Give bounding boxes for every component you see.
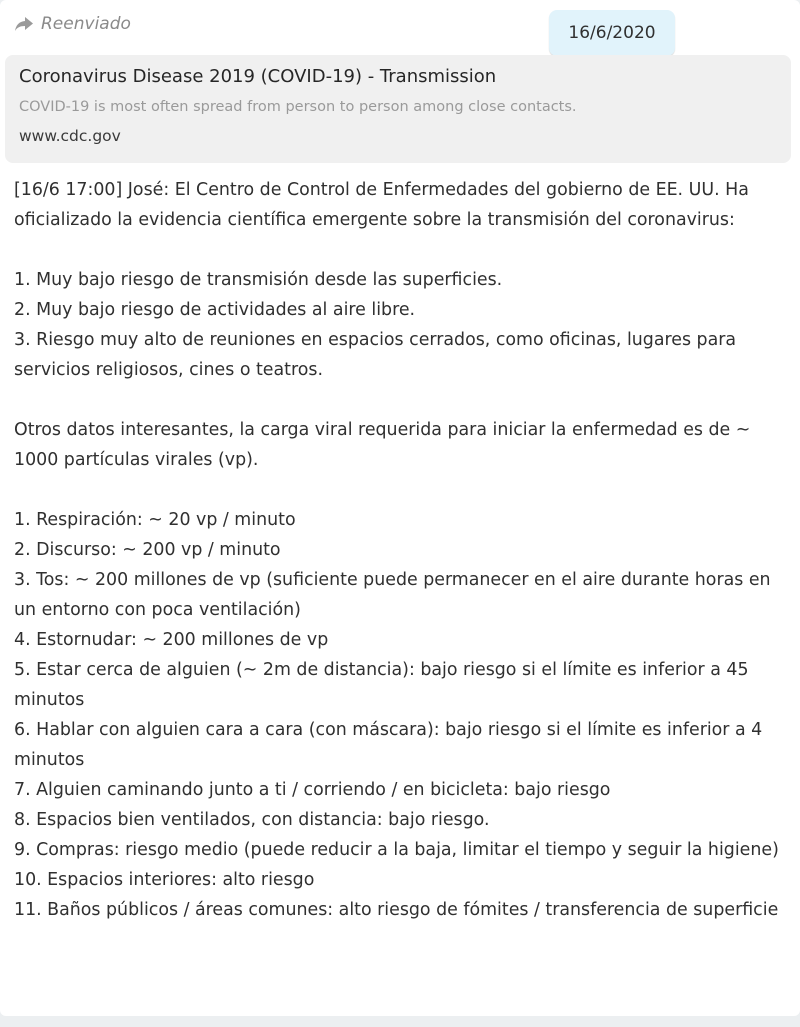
list-item: 11. Baños públicos / áreas comunes: alto riesgo de fómites / transferencia de superficie [14, 900, 779, 920]
list-item: 2. Discurso: ~ 200 vp / minuto [14, 540, 281, 560]
link-preview-domain: www.cdc.gov [19, 127, 121, 145]
date-badge: 16/6/2020 [549, 10, 675, 56]
line-gap [14, 235, 792, 265]
list-item: 1. Muy bajo riesgo de transmisión desde las superficies. [14, 270, 503, 290]
link-preview-description: COVID-19 is most often spread from person to person among close contacts. [19, 99, 577, 115]
line-gap [14, 385, 792, 415]
link-preview-title: Coronavirus Disease 2019 (COVID-19) - Transmission [19, 66, 497, 87]
message-text [14, 175, 792, 925]
link-preview[interactable] [5, 55, 791, 163]
list-item: 7. Alguien caminando junto a ti / corriendo / en bicicleta: bajo riesgo [14, 780, 611, 800]
message-middle: Otros datos interesantes, la carga viral requerida para iniciar la enfermedad es de ~ 1000 partículas virales (vp). [14, 420, 751, 470]
list-item: 4. Estornudar: ~ 200 millones de vp [14, 630, 329, 650]
list-item: 6. Hablar con alguien cara a cara (con máscara): bajo riesgo si el límite es inferior a 4 minutos [14, 720, 763, 770]
forward-arrow-icon [14, 16, 34, 32]
line-gap [14, 475, 792, 505]
list-item: 1. Respiración: ~ 20 vp / minuto [14, 510, 296, 530]
list-item: 9. Compras: riesgo medio (puede reducir a la baja, limitar el tiempo y seguir la higiene) [14, 840, 779, 860]
list-item: 3. Riesgo muy alto de reuniones en espacios cerrados, como oficinas, lugares para servicios religiosos, cines o teatros. [14, 330, 737, 380]
list-item: 5. Estar cerca de alguien (~ 2m de distancia): bajo riesgo si el límite es inferior a 45 minutos [14, 660, 749, 710]
forwarded-label [14, 13, 131, 35]
list-item: 3. Tos: ~ 200 millones de vp (suficiente puede permanecer en el aire durante horas en un entorno con poca ventilación) [14, 570, 771, 620]
forwarded-text: Reenviado [41, 14, 131, 34]
list-item: 10. Espacios interiores: alto riesgo [14, 870, 315, 890]
list-item: 2. Muy bajo riesgo de actividades al aire libre. [14, 300, 416, 320]
list-item: 8. Espacios bien ventilados, con distancia: bajo riesgo. [14, 810, 490, 830]
message-intro: [16/6 17:00] José: El Centro de Control de Enfermedades del gobierno de EE. UU. Ha oficializado la evidencia científica emergente sobre la transmisión del coronavirus: [14, 180, 749, 230]
